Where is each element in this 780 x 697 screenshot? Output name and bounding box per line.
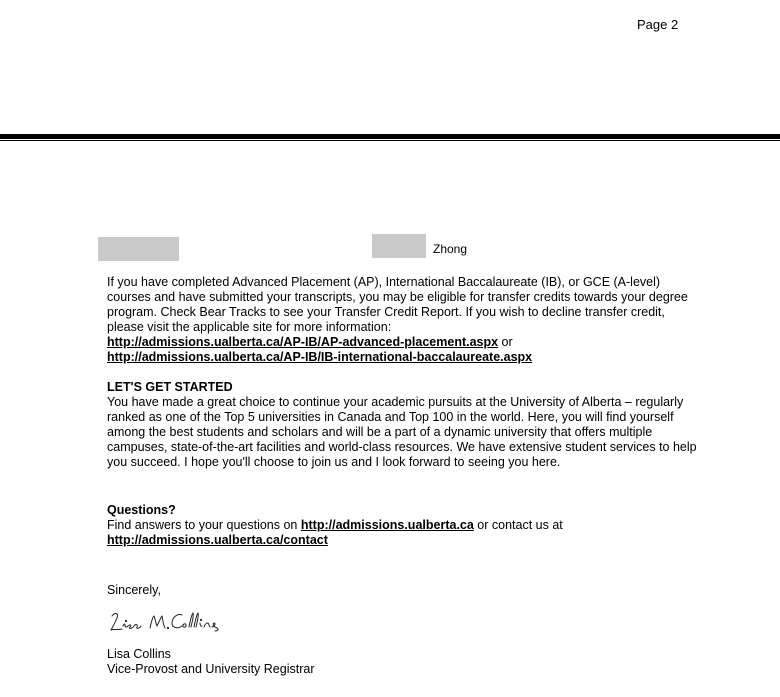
or-text: or bbox=[498, 335, 513, 349]
transfer-credit-paragraph: If you have completed Advanced Placement (AP), International Baccalaureate (IB), or GCE (A-level) courses and have submitted your transcripts, you may be eligible for transfer credits towards your degree program. Check Bear Tracks to see your Transfer Credit Report. If you wish to decline transfer credit, please visit the applicable site for more information: bbox=[107, 275, 688, 334]
signatory-name: Lisa Collins bbox=[107, 647, 171, 661]
questions-text-after: or contact us at bbox=[473, 518, 563, 532]
signatory-block bbox=[107, 647, 697, 677]
recipient-surname: Zhong bbox=[433, 242, 468, 256]
contact-link[interactable]: http://admissions.ualberta.ca/contact bbox=[107, 533, 328, 547]
admissions-site-link[interactable]: http://admissions.ualberta.ca bbox=[300, 518, 474, 532]
questions-paragraph bbox=[107, 518, 697, 533]
get-started-section bbox=[107, 380, 697, 470]
contact-link-line bbox=[107, 533, 697, 548]
ib-link-line bbox=[107, 350, 697, 365]
salutation: Sincerely, bbox=[107, 583, 161, 597]
transfer-credit-links bbox=[107, 335, 697, 350]
questions-section bbox=[107, 503, 697, 548]
page-number: Page 2 bbox=[637, 17, 679, 32]
header-rule-thick bbox=[0, 134, 780, 139]
signatory-title: Vice-Provost and University Registrar bbox=[107, 662, 315, 676]
questions-heading: Questions? bbox=[107, 503, 176, 517]
signature-image bbox=[108, 608, 248, 636]
redacted-block bbox=[98, 237, 179, 261]
get-started-heading: LET'S GET STARTED bbox=[107, 380, 233, 394]
ib-link[interactable]: http://admissions.ualberta.ca/AP-IB/IB-international-baccalaureate.aspx bbox=[107, 350, 533, 364]
questions-text-before: Find answers to your questions on bbox=[107, 518, 301, 532]
get-started-paragraph: You have made a great choice to continue your academic pursuits at the University of Alberta – regularly ranked as one of the Top 5 universities in Canada and Top 100 in the world. Here, you will find yourself among the best students and scholars and will be a part of a dynamic university that offers multiple campuses, state-of-the-art facilities and world-class resources. We have extensive student services to help you succeed. I hope you'll choose to join us and I look forward to seeing you here. bbox=[107, 395, 697, 469]
header-rule-thin bbox=[0, 140, 780, 141]
redacted-block bbox=[372, 234, 426, 258]
transfer-credit-section bbox=[107, 275, 697, 365]
ap-link[interactable]: http://admissions.ualberta.ca/AP-IB/AP-advanced-placement.aspx bbox=[107, 335, 499, 349]
